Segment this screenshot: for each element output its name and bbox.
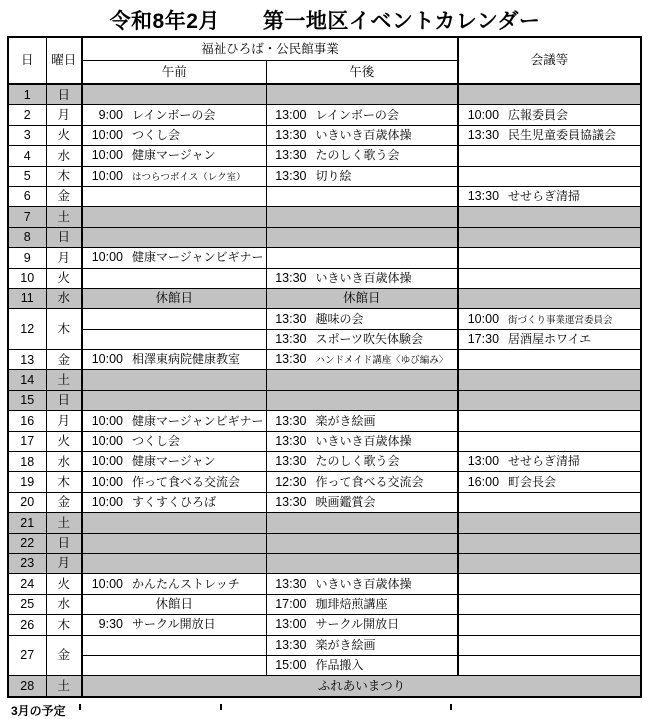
pm-cell (266, 125, 458, 145)
calendar-row (8, 207, 641, 227)
am-cell (82, 146, 266, 166)
pm-cell (266, 553, 458, 573)
event-label: いきいき百歳体操 (315, 270, 412, 285)
am-cell (82, 635, 266, 655)
meeting-cell (458, 166, 641, 186)
calendar-row (8, 84, 641, 105)
pm-cell (266, 350, 458, 370)
event-time: 10:00 (91, 454, 123, 469)
weekday-cell: 日 (46, 84, 82, 105)
calendar-row (8, 574, 641, 594)
day-cell: 22 (8, 533, 46, 553)
event-time: 13:30 (275, 576, 307, 591)
weekday-cell: 水 (46, 146, 82, 166)
event-time: 13:30 (275, 433, 307, 448)
event-label: かんたんストレッチ (132, 576, 240, 591)
calendar-row (8, 431, 641, 451)
event-label: 作って食べる交流会 (315, 474, 424, 489)
event-time: 10:00 (91, 148, 123, 163)
event-time: 10:00 (91, 352, 123, 367)
day-cell: 20 (8, 492, 46, 512)
am-cell (82, 248, 266, 268)
weekday-cell: 火 (46, 125, 82, 145)
pm-cell (266, 329, 458, 349)
event-label: レインボーの会 (132, 107, 216, 122)
pm-cell (266, 84, 458, 105)
meeting-cell (458, 227, 641, 247)
pm-closed-cell: 休館日 (266, 288, 458, 308)
day-cell: 8 (8, 227, 46, 247)
header-am: 午前 (82, 61, 266, 85)
am-cell (82, 166, 266, 186)
header-weekday: 曜日 (46, 37, 82, 84)
weekday-cell: 金 (46, 350, 82, 370)
day-cell: 16 (8, 411, 46, 431)
calendar-row (8, 105, 641, 125)
event-time: 10:00 (467, 311, 500, 326)
calendar-row (8, 186, 641, 206)
event-time: 13:30 (275, 352, 307, 367)
day-cell: 5 (8, 166, 46, 186)
event-label: 健康マージャン (132, 148, 216, 163)
pm-cell (266, 207, 458, 227)
meeting-cell (458, 513, 641, 533)
meeting-cell (458, 594, 641, 614)
weekday-cell: 金 (46, 635, 82, 676)
event-label: 楽がき絵画 (315, 413, 376, 428)
weekday-cell: 火 (46, 574, 82, 594)
am-cell (82, 533, 266, 553)
am-cell (82, 227, 266, 247)
event-time: 10:00 (91, 576, 123, 591)
day-cell: 26 (8, 615, 46, 635)
day-cell: 25 (8, 594, 46, 614)
event-time: 13:30 (275, 331, 307, 346)
event-label: サークル開放日 (132, 617, 216, 632)
calendar-row (8, 635, 641, 655)
pm-cell (266, 452, 458, 472)
meeting-cell (458, 390, 641, 410)
event-time: 13:30 (275, 128, 307, 143)
event-time: 13:30 (275, 148, 307, 163)
meeting-cell (458, 574, 641, 594)
calendar-row (8, 472, 641, 492)
calendar-subrow (8, 329, 641, 349)
pm-cell (266, 594, 458, 614)
event-time: 10:00 (91, 250, 123, 265)
calendar-row (8, 676, 641, 697)
event-label: 楽がき絵画 (315, 637, 376, 652)
event-label: いきいき百歳体操 (315, 576, 412, 591)
day-cell: 27 (8, 635, 46, 676)
am-closed-cell: 休館日 (82, 594, 266, 614)
calendar-row (8, 553, 641, 573)
meeting-cell (458, 288, 641, 308)
weekday-cell: 月 (46, 248, 82, 268)
event-label: レインボーの会 (315, 107, 399, 122)
event-time: 13:30 (467, 128, 500, 143)
next-month-section-label: 3月の予定 (11, 704, 66, 718)
event-time: 13:30 (275, 637, 307, 652)
event-time: 13:30 (275, 168, 307, 183)
pm-cell (266, 105, 458, 125)
event-label: つくし会 (132, 433, 181, 448)
event-label: たのしく歌う会 (315, 148, 400, 163)
pm-cell (266, 655, 458, 675)
weekday-cell: 土 (46, 207, 82, 227)
am-cell (82, 268, 266, 288)
meeting-cell (458, 431, 641, 451)
event-label: せせらぎ清掃 (508, 189, 581, 204)
pm-cell (266, 533, 458, 553)
am-cell (82, 411, 266, 431)
day-cell: 15 (8, 390, 46, 410)
weekday-cell: 火 (46, 431, 82, 451)
weekday-cell: 月 (46, 411, 82, 431)
calendar-row (8, 166, 641, 186)
event-time: 17:00 (275, 597, 307, 612)
day-cell: 9 (8, 248, 46, 268)
am-cell (82, 492, 266, 512)
am-cell (82, 574, 266, 594)
event-time: 9:30 (98, 617, 123, 632)
pm-cell (266, 309, 458, 329)
event-label: 相澤東病院健康教室 (132, 352, 241, 367)
am-cell (82, 390, 266, 410)
day-cell: 18 (8, 452, 46, 472)
weekday-cell: 金 (46, 186, 82, 206)
am-cell (82, 655, 266, 675)
event-time: 13:30 (275, 495, 307, 510)
calendar-row (8, 533, 641, 553)
day-cell: 6 (8, 186, 46, 206)
meeting-cell (458, 452, 641, 472)
header-meetings: 会議等 (458, 37, 641, 84)
weekday-cell: 月 (46, 553, 82, 573)
day-cell: 13 (8, 350, 46, 370)
calendar-row (8, 125, 641, 145)
event-time: 9:00 (98, 107, 123, 122)
pm-cell (266, 248, 458, 268)
calendar-row (8, 146, 641, 166)
day-cell: 21 (8, 513, 46, 533)
calendar-row (8, 492, 641, 512)
event-time: 13:00 (275, 107, 307, 122)
event-label: 町会長会 (508, 474, 557, 489)
pm-cell (266, 268, 458, 288)
event-label: せせらぎ清掃 (508, 454, 581, 469)
day-cell: 17 (8, 431, 46, 451)
event-label: 健康マージャン (132, 454, 216, 469)
meeting-cell (458, 615, 641, 635)
day-cell: 3 (8, 125, 46, 145)
event-time: 13:00 (467, 454, 500, 469)
pm-cell (266, 513, 458, 533)
pm-cell (266, 186, 458, 206)
day-cell: 12 (8, 309, 46, 350)
event-label: 映画鑑賞会 (315, 495, 376, 510)
event-time: 13:30 (467, 189, 500, 204)
weekday-cell: 水 (46, 594, 82, 614)
event-time: 10:00 (91, 128, 123, 143)
event-time: 10:00 (91, 168, 123, 183)
pm-cell (266, 574, 458, 594)
weekday-cell: 土 (46, 370, 82, 390)
am-cell (82, 84, 266, 105)
am-closed-cell: 休館日 (82, 288, 266, 308)
weekday-cell: 日 (46, 533, 82, 553)
event-label: はつらつボイス（レク室） (132, 171, 246, 183)
pm-cell (266, 615, 458, 635)
day-cell: 24 (8, 574, 46, 594)
meeting-cell (458, 84, 641, 105)
am-cell (82, 329, 266, 349)
event-label: いきいき百歳体操 (315, 433, 412, 448)
event-time: 15:00 (275, 658, 307, 673)
meeting-cell (458, 350, 641, 370)
pm-cell (266, 370, 458, 390)
event-time: 10:00 (91, 474, 123, 489)
meeting-cell (458, 553, 641, 573)
event-time: 13:30 (275, 311, 307, 326)
calendar-row (8, 411, 641, 431)
day-cell: 28 (8, 676, 46, 697)
calendar-row (8, 513, 641, 533)
event-label: 街づくり事業運営委員会 (508, 314, 613, 326)
am-cell (82, 370, 266, 390)
meeting-cell (458, 186, 641, 206)
meeting-cell (458, 125, 641, 145)
weekday-cell: 水 (46, 452, 82, 472)
event-time: 10:00 (91, 495, 123, 510)
calendar-row (8, 452, 641, 472)
weekday-cell: 土 (46, 676, 82, 697)
pm-cell (266, 431, 458, 451)
header-day: 日 (8, 37, 46, 84)
day-cell: 23 (8, 553, 46, 573)
weekday-cell: 水 (46, 288, 82, 308)
am-cell (82, 125, 266, 145)
weekday-cell: 木 (46, 309, 82, 350)
calendar-subrow (8, 655, 641, 675)
am-cell (82, 350, 266, 370)
am-cell (82, 186, 266, 206)
weekday-cell: 月 (46, 105, 82, 125)
meeting-cell (458, 105, 641, 125)
event-time: 13:30 (275, 454, 307, 469)
am-cell (82, 309, 266, 329)
day-cell: 7 (8, 207, 46, 227)
table-edge-stub (79, 704, 81, 710)
calendar-row (8, 594, 641, 614)
meeting-cell (458, 370, 641, 390)
weekday-cell: 日 (46, 390, 82, 410)
event-time: 10:00 (91, 413, 123, 428)
pm-cell (266, 227, 458, 247)
pm-cell (266, 492, 458, 512)
am-cell (82, 553, 266, 573)
day-cell: 14 (8, 370, 46, 390)
event-label: 居酒屋ホワイエ (508, 331, 592, 346)
event-label: 広報委員会 (508, 107, 569, 122)
meeting-cell (458, 329, 641, 349)
event-label: ハンドメイド講座〈ゆび編み〉 (315, 355, 449, 367)
calendar-row (8, 288, 641, 308)
header-pm: 午後 (266, 61, 458, 85)
am-cell (82, 615, 266, 635)
calendar-row (8, 309, 641, 329)
am-cell (82, 452, 266, 472)
meeting-cell (458, 268, 641, 288)
festival-cell: ふれあいまつり (82, 676, 641, 697)
day-cell: 2 (8, 105, 46, 125)
event-time: 16:00 (467, 474, 500, 489)
weekday-cell: 木 (46, 615, 82, 635)
event-time: 12:30 (275, 474, 307, 489)
event-label: 作品搬入 (315, 658, 364, 673)
calendar-row (8, 227, 641, 247)
event-label: つくし会 (132, 128, 181, 143)
weekday-cell: 木 (46, 472, 82, 492)
calendar-row (8, 350, 641, 370)
day-cell: 4 (8, 146, 46, 166)
event-label: たのしく歌う会 (315, 454, 400, 469)
day-cell: 1 (8, 84, 46, 105)
pm-cell (266, 472, 458, 492)
calendar-row (8, 370, 641, 390)
pm-cell (266, 166, 458, 186)
header-row (8, 37, 641, 61)
event-time: 10:00 (467, 107, 500, 122)
event-label: 作って食べる交流会 (132, 474, 241, 489)
event-time: 13:00 (275, 617, 307, 632)
meeting-cell (458, 655, 641, 675)
event-time: 17:30 (467, 331, 500, 346)
event-label: 切り絵 (315, 168, 352, 183)
calendar-row (8, 268, 641, 288)
weekday-cell: 木 (46, 166, 82, 186)
event-time: 13:30 (275, 413, 307, 428)
meeting-cell (458, 309, 641, 329)
weekday-cell: 日 (46, 227, 82, 247)
meeting-cell (458, 207, 641, 227)
table-edge-stub (220, 704, 222, 710)
event-calendar-table (7, 36, 642, 698)
weekday-cell: 土 (46, 513, 82, 533)
weekday-cell: 金 (46, 492, 82, 512)
pm-cell (266, 411, 458, 431)
am-cell (82, 207, 266, 227)
event-label: 珈琲焙煎講座 (315, 597, 388, 612)
event-label: いきいき百歳体操 (315, 128, 412, 143)
calendar-row (8, 248, 641, 268)
calendar-row (8, 390, 641, 410)
am-cell (82, 513, 266, 533)
pm-cell (266, 146, 458, 166)
event-label: 民生児童委員協議会 (508, 128, 617, 143)
pm-cell (266, 390, 458, 410)
page-title: 令和8年2月 第一地区イベントカレンダー (109, 10, 541, 33)
day-cell: 10 (8, 268, 46, 288)
day-cell: 19 (8, 472, 46, 492)
event-label: 健康マージャンビギナー (132, 413, 264, 428)
event-label: スポーツ吹矢体験会 (315, 331, 424, 346)
event-time: 13:30 (275, 270, 307, 285)
event-label: 健康マージャンビギナー (132, 250, 264, 265)
meeting-cell (458, 472, 641, 492)
event-label: 趣味の会 (315, 311, 364, 326)
event-label: サークル開放日 (315, 617, 400, 632)
am-cell (82, 105, 266, 125)
am-cell (82, 431, 266, 451)
meeting-cell (458, 533, 641, 553)
header-program-group: 福祉ひろば・公民館事業 (82, 37, 458, 61)
pm-cell (266, 635, 458, 655)
meeting-cell (458, 248, 641, 268)
meeting-cell (458, 635, 641, 655)
meeting-cell (458, 411, 641, 431)
table-edge-stub (450, 704, 452, 710)
event-time: 10:00 (91, 433, 123, 448)
day-cell: 11 (8, 288, 46, 308)
weekday-cell: 火 (46, 268, 82, 288)
meeting-cell (458, 492, 641, 512)
meeting-cell (458, 146, 641, 166)
calendar-row (8, 615, 641, 635)
am-cell (82, 472, 266, 492)
event-label: すくすくひろば (132, 495, 217, 510)
